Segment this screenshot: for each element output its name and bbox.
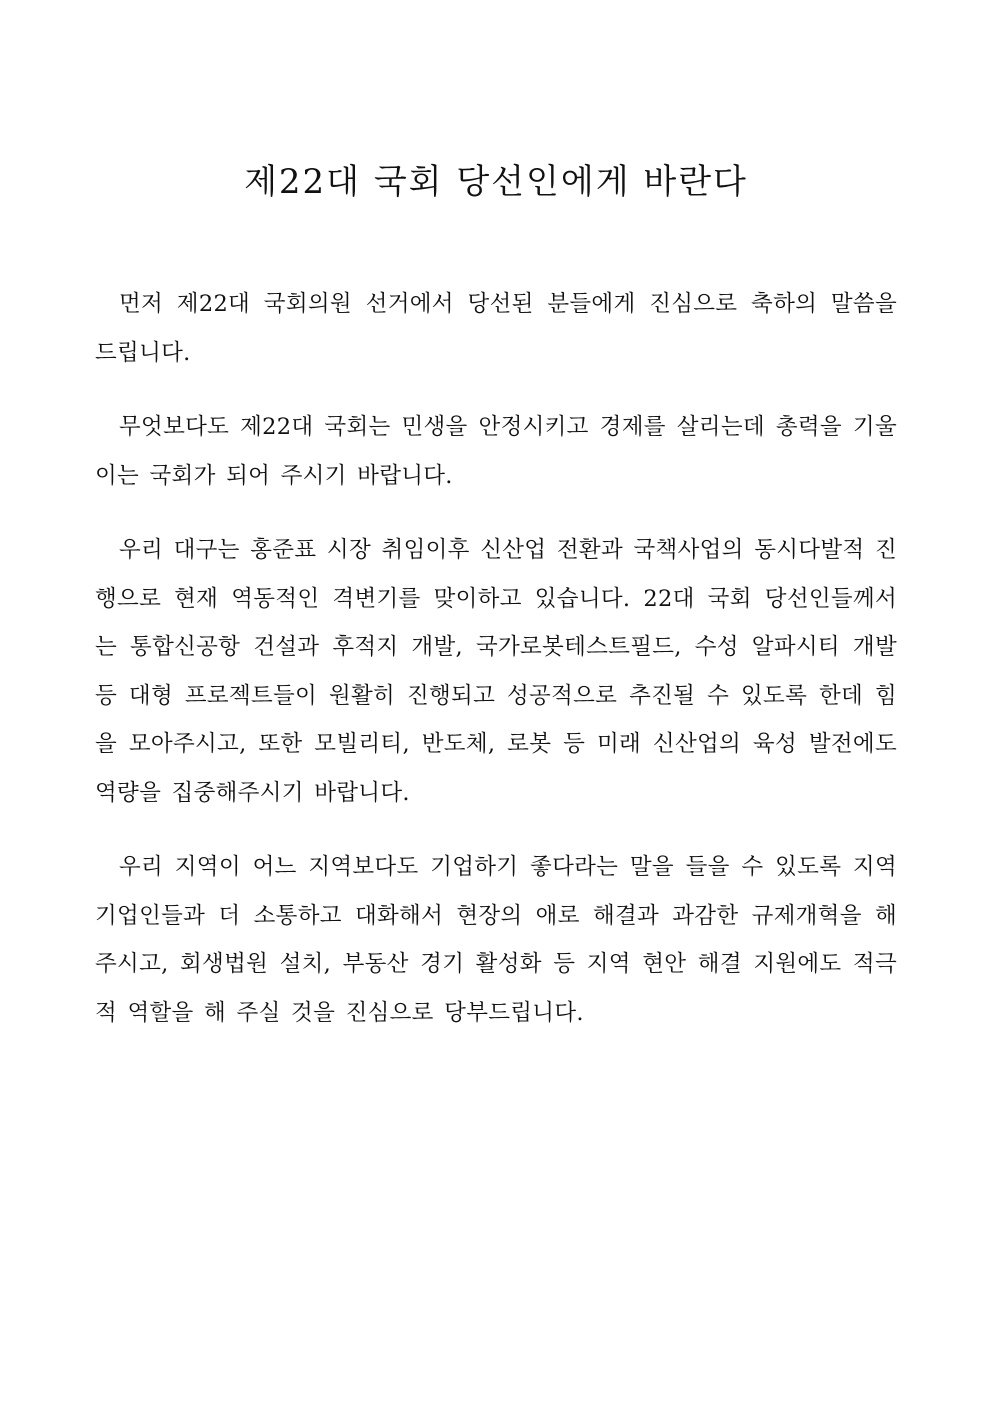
document-title: 제22대 국회 당선인에게 바란다 <box>244 162 748 202</box>
paragraph-daegu-projects: 우리 대구는 홍준표 시장 취임이후 신산업 전환과 국책사업의 동시다발적 진행으로 현재 역동적인 격변기를 맞이하고 있습니다. 22대 국회 당선인들께서는 통합신공항 건설과 후적지 개발, 국가로봇테스트필드, 수성 알파시티 개발 등 대형 프로젝트들이 원활히 진행되고 성공적으로 추진될 수 있도록 한데 힘을 모아주시고, 또한 모빌리티, 반도체, 로봇 등 미래 신산업의 육성 발전에도 역량을 집중해주시기 바랍니다. <box>95 537 897 806</box>
document-body <box>95 280 897 1063</box>
paragraph-economy: 무엇보다도 제22대 국회는 민생을 안정시키고 경제를 살리는데 총력을 기울이는 국회가 되어 주시기 바랍니다. <box>95 414 897 489</box>
paragraph-regional-support: 우리 지역이 어느 지역보다도 기업하기 좋다라는 말을 들을 수 있도록 지역 기업인들과 더 소통하고 대화해서 현장의 애로 해결과 과감한 규제개혁을 해 주시고, 회생법원 설치, 부동산 경기 활성화 등 지역 현안 해결 지원에도 적극적 역할을 해 주실 것을 진심으로 당부드립니다. <box>95 854 897 1026</box>
paragraph-congratulations: 먼저 제22대 국회의원 선거에서 당선된 분들에게 진심으로 축하의 말씀을 드립니다. <box>95 291 897 366</box>
